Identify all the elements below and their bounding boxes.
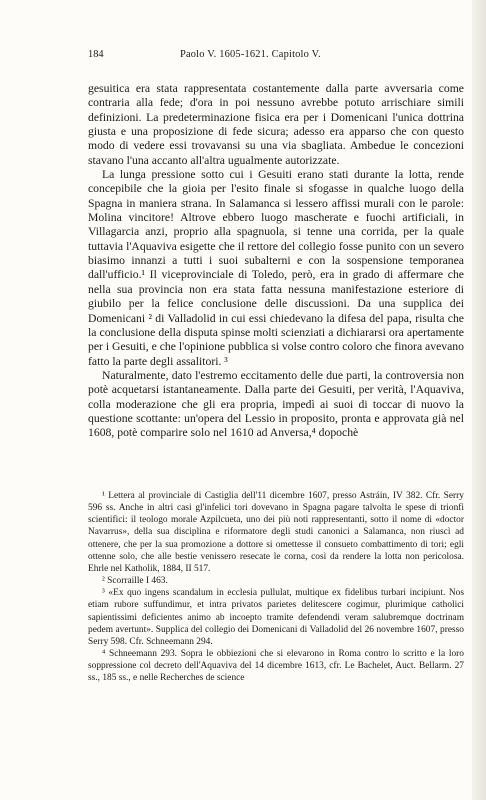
- paragraph-2: La lunga pressione sotto cui i Gesuiti erano stati durante la lotta, rende concepibile che la gioia per l'esito finale si sfogasse in qualche luogo della Spagna in maniera strana. In Salamanca si lessero affissi murali con le parole: Molina vincitore! Altrove ebbero luogo mascherate e fuochi artificiali, in Villagarcia anzi, proprio alla spagnuola, si tenne una corrida, per la quale tuttavia l'Aquaviva esigette che il rettore del collegio fosse punito con un severo biasimo innanzi a tutti i suoi subalterni e con la sospensione temporanea dall'ufficio.¹ Il viceprovinciale di Toledo, però, era in grado di affermare che nella sua provincia non era stata fatta nessuna manifestazione esteriore di giubilo per la felice conclusione delle discussioni. Da una supplica dei Domenicani ² di Valladolid in cui essi chiedevano la difesa del papa, risulta che la conclusione della disputa spinse molti scienziati a dichiararsi ora apertamente per i Gesuiti, e che l'opinione pubblica si volse contro coloro che finora avevano fatto la parte degli assalitori. ³: [88, 168, 464, 368]
- paragraph-1: gesuitica era stata rappresentata costantemente dalla parte avversaria come contraria alla fede; d'ora in poi nessuno avrebbe potuto arrischiare simili definizioni. La predeterminazione fisica era per i Domenicani l'unica dottrina giusta e una proposizione di fede sicura; adesso era apparso che con questo modo di vedere essi trovavansi su una via sbagliata. Ambedue le concezioni stavano l'una accanto all'altra ugualmente autorizzate.: [88, 82, 464, 167]
- footnote-1: ¹ Lettera al provinciale di Castiglia dell'11 dicembre 1607, presso Astráin, IV 382. Cfr. Serry 596 ss. Anche in altri casi gl'infelici tori dovevano in Spagna pagare talvolta le spese di trionfi scientifici: il teologo morale Azpilcueta, uno dei più noti rappresentanti, sotto il nome di «doctor Navarrus», della sua disciplina e riformatore degli studi canonici a Salamanca, non riuscì ad ottenere, che per la sua promozione a dottore si omettesse il consueto combattimento di tori; egli ottenne solo, che alle bestie venissero resecate le corna, così da rendere la lotta non pericolosa. Ehrle nel Katholik, 1884, II 517.: [88, 491, 464, 574]
- page-header: [88, 49, 398, 63]
- footnotes: [88, 490, 464, 685]
- page-edge-shadow: [472, 0, 486, 800]
- paragraph-3: Naturalmente, dato l'estremo eccitamento delle due parti, la controversia non potè acquetarsi istantaneamente. Dalla parte dei Gesuiti, per verità, l'Aquaviva, colla moderazione che gli era propria, impedì ai suoi di toccar di nuovo la questione scottante: un'opera del Lessio in proposito, pronta e approvata già nel 1608, potè comparire solo nel 1610 ad Anversa,⁴ dopochè: [88, 368, 464, 440]
- page-number: 184: [88, 49, 104, 60]
- footnote-3: ³ «Ex quo ingens scandalum in ecclesia pullulat, multique ex fidelibus turbari incipiunt. Nos etiam rubore suffundimur, et intra privatos parietes delitescere cogimur, plurimique catholici sapientissimi deficientes animo ab incoepto tramite defendendi veram salubremque doctrinam pedem avertunt». Supplica del collegio dei Domenicani di Valladolid del 26 novembre 1607, presso Serry 598. Cfr. Schneemann 294.: [88, 588, 464, 647]
- running-title: Paolo V. 1605-1621. Capitolo V.: [180, 49, 321, 60]
- footnote-4: ⁴ Schneemann 293. Sopra le obbiezioni che si elevarono in Roma contro lo scritto e la loro soppressione col decreto dell'Aquaviva del 14 dicembre 1613, cfr. Le Bachelet, Auct. Bellarm. 27 ss., 185 ss., e nelle Recherches de science: [88, 649, 464, 684]
- footnote-2: ² Scorraille I 463.: [102, 576, 168, 587]
- main-text: [88, 82, 464, 441]
